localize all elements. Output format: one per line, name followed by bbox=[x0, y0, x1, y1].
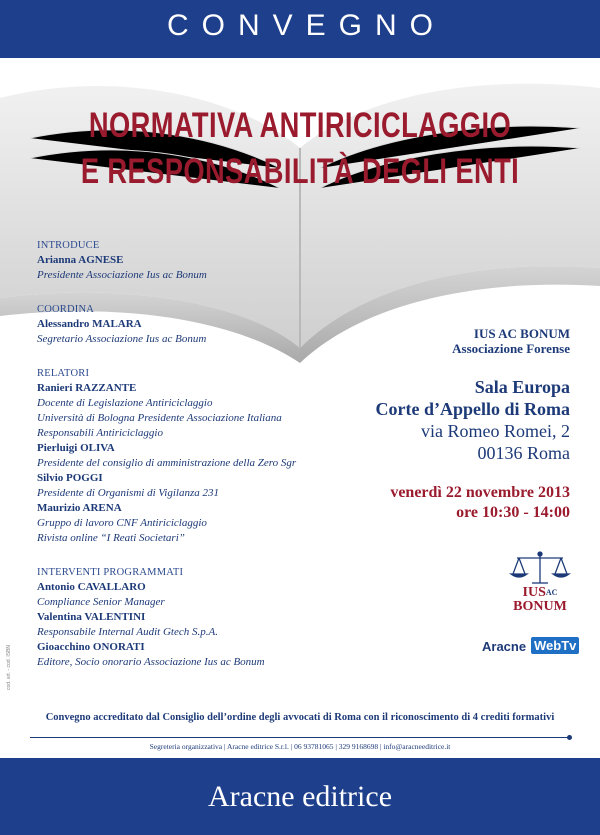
event-details bbox=[310, 326, 570, 523]
print-code: cod. art. - cod. ISBN bbox=[6, 644, 12, 690]
speaker-name: Ranieri RAZZANTE bbox=[37, 382, 137, 394]
venue-room: Sala Europa bbox=[474, 377, 570, 397]
event-date: venerdì 22 novembre 2013 bbox=[390, 484, 570, 501]
top-banner bbox=[0, 0, 600, 58]
aracne-webtv-logo bbox=[482, 636, 578, 658]
speaker-role: Presidente di Organismi di Vigilanza 231 bbox=[37, 487, 219, 499]
ius-word: IUS bbox=[522, 585, 546, 600]
speaker-role: Rivista online “I Reati Societari” bbox=[37, 532, 185, 544]
speaker-name: Maurizio ARENA bbox=[37, 502, 122, 514]
coordina-label: COORDINA bbox=[37, 304, 95, 315]
speaker-role: Gruppo di lavoro CNF Antiriciclaggio bbox=[37, 517, 207, 529]
speaker-role: Responsabile Internal Audit Gtech S.p.A. bbox=[37, 626, 218, 638]
speaker-role: Università di Bologna Presidente Associazione Italiana bbox=[37, 412, 282, 424]
speaker-name: Antonio CAVALLARO bbox=[37, 581, 146, 593]
webtv-badge: WebTv bbox=[531, 637, 579, 654]
speaker-role: Presidente del consiglio di amministrazione della Zero Sgr bbox=[37, 457, 297, 469]
divider-line bbox=[30, 737, 570, 738]
aracne-webtv-wordmark: Aracne bbox=[482, 639, 527, 654]
introduce-label: INTRODUCE bbox=[37, 240, 100, 251]
event-type-title: CONVEGNO bbox=[166, 9, 447, 42]
headline-line-2: E RESPONSABILITÀ DEGLI ENTI bbox=[80, 152, 520, 191]
speaker-name: Valentina VALENTINI bbox=[37, 611, 146, 623]
interventi-label: INTERVENTI PROGRAMMATI bbox=[37, 567, 184, 578]
coordina-role: Segretario Associazione Ius ac Bonum bbox=[37, 333, 207, 345]
venue-place: Corte d’Appello di Roma bbox=[375, 399, 570, 419]
speaker-role: Compliance Senior Manager bbox=[37, 596, 165, 608]
introduce-role: Presidente Associazione Ius ac Bonum bbox=[37, 269, 207, 281]
venue-street: via Romeo Romei, 2 bbox=[421, 421, 570, 441]
organizer-subtitle: Associazione Forense bbox=[452, 341, 570, 356]
organizer-name: IUS AC BONUM bbox=[473, 326, 570, 341]
speaker-name: Gioacchino ONORATI bbox=[37, 641, 145, 653]
speaker-role: Docente di Legislazione Antiriciclaggio bbox=[37, 397, 213, 409]
ius-ac-bonum-logo bbox=[505, 550, 575, 622]
headline-line-1: NORMATIVA ANTIRICICLAGGIO bbox=[88, 106, 512, 145]
publisher-brand: Aracne editrice bbox=[207, 780, 393, 813]
ac-word: AC bbox=[545, 588, 558, 597]
coordina-name: Alessandro MALARA bbox=[37, 318, 142, 330]
speaker-role: Editore, Socio onorario Associazione Ius ac Bonum bbox=[37, 656, 265, 668]
organizing-secretariat-contact: Segreteria organizzativa | Aracne editrice S.r.l. | 06 93781065 | 329 9168698 | info@aracneeditrice.it bbox=[149, 742, 451, 751]
speaker-name: Silvio POGGI bbox=[37, 472, 103, 484]
accreditation-note: Convegno accreditato dal Consiglio dell’ordine degli avvocati di Roma con il riconoscimento di 4 crediti formativi bbox=[45, 712, 555, 723]
relatori-label: RELATORI bbox=[37, 368, 90, 379]
speaker-name: Pierluigi OLIVA bbox=[37, 442, 115, 454]
scales-of-justice-icon bbox=[505, 550, 575, 586]
introduce-name: Arianna AGNESE bbox=[37, 254, 124, 266]
venue-city: 00136 Roma bbox=[477, 443, 570, 463]
speaker-role: Responsabili Antiriciclaggio bbox=[37, 427, 163, 439]
bonum-word: BONUM bbox=[513, 599, 567, 614]
event-time: ore 10:30 - 14:00 bbox=[456, 504, 570, 521]
bottom-banner bbox=[0, 758, 600, 835]
